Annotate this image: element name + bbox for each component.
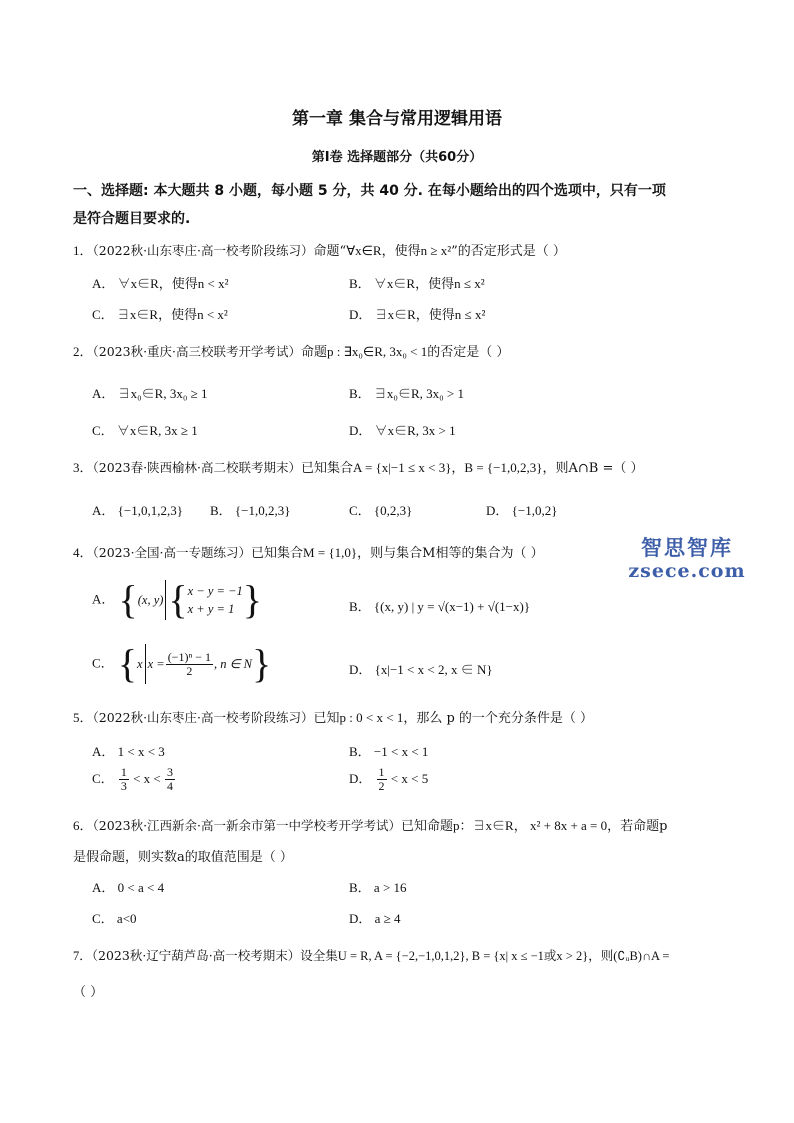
question-source: （2022秋·山东枣庄·高一校考阶段练习） (92, 710, 314, 725)
option-label: C． (92, 771, 114, 786)
question-number: 4． (73, 545, 93, 560)
question-2-stem (73, 341, 733, 360)
question-7-stem (73, 946, 733, 964)
section-subtitle: 第Ⅰ卷 选择题部分（共60分） (311, 150, 483, 165)
set-condition: x = (147, 657, 165, 671)
fraction-denominator: 4 (166, 779, 173, 793)
question-4-option-d: D． {x|−1 < x < 2, x ∈ N} (349, 662, 493, 677)
question-2-option-d: D． ∀x∈R, 3x > 1 (349, 423, 456, 438)
question-6-option-c: C． a<0 (92, 911, 137, 926)
question-2-option-c: C． ∀x∈R, 3x ≥ 1 (92, 423, 198, 438)
set-condition-tail: , n ∈ N (214, 657, 252, 671)
question-source: （2023秋·辽宁葫芦岛·高一校考期末） (91, 948, 301, 963)
equation-1: x − y = −1 (187, 584, 243, 598)
question-5-option-d (349, 766, 428, 793)
question-4-option-b: B． {(x, y) | y = √(x−1) + √(1−x)} (349, 599, 531, 614)
question-2-option-a: A． ∃x₀∈R, 3x₀ ≥ 1 (92, 386, 208, 401)
question-6-stem (73, 815, 733, 834)
question-1-option-b: B． ∀x∈R，使得n ≤ x² (349, 276, 485, 291)
question-number: 2． (73, 344, 93, 359)
left-brace: { (168, 577, 188, 622)
question-text: 设全集 (300, 948, 338, 963)
question-number: 6． (73, 818, 93, 833)
question-math: A = {x|−1 ≤ x < 3}，B = {−1,0,2,3} (353, 460, 543, 475)
question-2-option-b: B． ∃x₀∈R, 3x₀ > 1 (349, 386, 464, 401)
question-3-stem (73, 457, 733, 476)
question-math: p : ∃x₀∈R, 3x₀ < 1 (327, 344, 428, 359)
right-brace: } (242, 577, 262, 622)
left-brace: { (117, 641, 138, 686)
set-builder-bar (145, 644, 146, 684)
question-text: 已知集合 (251, 546, 304, 561)
ordered-pair: (x, y) (137, 593, 164, 607)
question-number: 7． (73, 949, 92, 963)
question-number: 1． (73, 243, 93, 258)
question-1-stem (73, 240, 733, 259)
question-math: p : 0 < x < 1 (339, 710, 404, 725)
set-variable: x (137, 657, 143, 671)
question-1-option-c: C． ∃x∈R，使得n < x² (92, 307, 228, 322)
question-text-end: ，那么 p 的一个充分条件是（ ） (403, 711, 594, 726)
question-number: 5． (73, 710, 93, 725)
question-3-option-a: A． {−1,0,1,2,3} (92, 503, 183, 518)
inequality-middle: < x < (129, 771, 164, 786)
question-5-option-c (92, 766, 176, 793)
question-5-stem (73, 707, 733, 726)
fraction-denominator: 3 (120, 779, 127, 793)
right-brace: } (251, 641, 272, 686)
question-text-end: ，则A∩B =（ ） (542, 461, 644, 476)
question-number: 3． (73, 460, 93, 475)
question-math: ∀x∈R，使得n ≥ x² (346, 243, 452, 258)
question-1-option-d: D． ∃x∈R，使得n ≤ x² (349, 307, 486, 322)
question-text-end: ，则与集合M相等的集合为（ ） (357, 546, 544, 561)
instructions-line-1: 一、选择题: 本大题共 8 小题，每小题 5 分，共 40 分. 在每小题给出的四个选项中，只有一项 (73, 183, 666, 199)
question-math: U = R, A = {−2,−1,0,1,2}, B = {x| x ≤ −1或x > 2}，则(∁ᵤB)∩A = (337, 949, 670, 963)
section-instructions (73, 177, 723, 233)
question-math: p：∃x∈R， x² + 8x + a = 0 (453, 818, 608, 833)
question-text: 命题“ (313, 244, 347, 259)
question-text: 命题 (301, 345, 328, 360)
question-text-end: ，若命题p (607, 819, 668, 834)
question-source: （2023春·陕西榆林·高二校联考期末） (92, 460, 302, 475)
question-math: M = {1,0} (303, 545, 358, 560)
question-text: 已知集合 (301, 461, 354, 476)
question-5-option-a: A． 1 < x < 3 (92, 744, 165, 759)
watermark-domain-text: zsece.com (628, 560, 746, 582)
question-7-stem-line-2: （ ） (73, 985, 104, 1000)
equation-2: x + y = 1 (187, 602, 235, 616)
question-source: （2023·全国·高一专题练习） (92, 545, 252, 560)
fraction-denominator: 2 (186, 663, 193, 678)
question-text: 已知 (313, 711, 340, 726)
fraction (165, 766, 175, 793)
equation-system (188, 582, 243, 618)
fraction-numerator: 1 (378, 765, 385, 779)
question-4-option-a (92, 577, 262, 622)
option-label: D． (349, 771, 372, 786)
left-brace: { (118, 577, 138, 622)
question-3-option-d: D． {−1,0,2} (486, 503, 558, 518)
question-source: （2023秋·重庆·高三校联考开学考试） (92, 344, 302, 359)
watermark-chinese-text: 智思智库 (641, 536, 733, 560)
question-3-option-c: C． {0,2,3} (349, 503, 413, 518)
instructions-line-2: 是符合题目要求的. (73, 211, 191, 227)
fraction-denominator: 2 (378, 779, 385, 793)
fraction-numerator: (−1)ⁿ − 1 (167, 649, 211, 664)
question-6-option-b: B． a > 16 (349, 880, 407, 895)
watermark-logo (617, 536, 757, 582)
question-3-option-b: B． {−1,0,2,3} (210, 503, 291, 518)
question-text: 已知命题 (401, 819, 454, 834)
question-6-stem-line-2: 是假命题，则实数a的取值范围是（ ） (73, 850, 293, 865)
question-text-end: 的否定是（ ） (427, 345, 510, 360)
fraction-numerator: 1 (120, 765, 127, 779)
option-label: A． (92, 591, 115, 607)
option-label: C． (92, 655, 114, 671)
inequality-tail: < x < 5 (387, 771, 429, 786)
question-4-option-c (92, 641, 272, 686)
question-6-option-d: D． a ≥ 4 (349, 911, 401, 926)
question-5-option-b: B． −1 < x < 1 (349, 744, 429, 759)
question-source: （2023秋·江西新余·高一新余市第一中学校考开学考试） (92, 818, 402, 833)
question-text-end: ”的否定形式是（ ） (451, 244, 566, 259)
question-1-option-a: A． ∀x∈R，使得n < x² (92, 276, 229, 291)
fraction (377, 766, 387, 793)
page-title: 第一章 集合与常用逻辑用语 (292, 109, 502, 129)
question-source: （2022秋·山东枣庄·高一校考阶段练习） (92, 243, 314, 258)
question-6-option-a: A． 0 < a < 4 (92, 880, 165, 895)
set-builder-bar (165, 580, 166, 620)
fraction-numerator: 3 (166, 765, 173, 779)
fraction (119, 766, 129, 793)
fraction (166, 651, 213, 678)
